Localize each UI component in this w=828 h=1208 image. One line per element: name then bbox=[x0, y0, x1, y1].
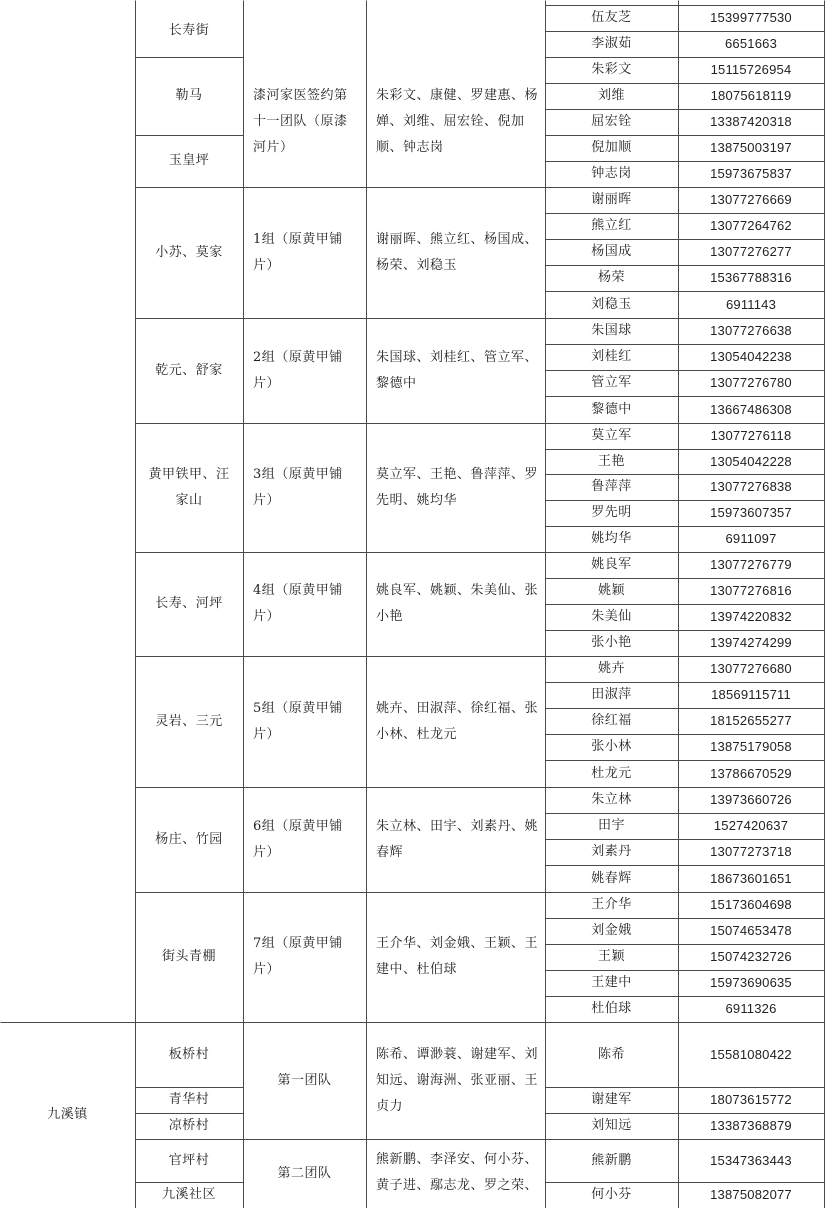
contact-name: 何小芬 bbox=[591, 1187, 632, 1202]
town-cell: 九溪镇 bbox=[47, 1107, 88, 1122]
contact-name: 陈希 bbox=[597, 1046, 625, 1062]
contact-name: 管立军 bbox=[591, 375, 632, 390]
contact-name: 田淑萍 bbox=[591, 687, 632, 702]
contact-phone: 13077264762 bbox=[710, 218, 792, 233]
contact-name: 伍友芝 bbox=[591, 10, 632, 25]
village-cell: 玉皇坪 bbox=[168, 153, 210, 168]
contact-phone: 13077276816 bbox=[710, 583, 792, 598]
members-cell: 谢丽晖、熊立红、杨国成、杨荣、刘稳玉 bbox=[376, 231, 539, 273]
contact-phone: 15074653478 bbox=[710, 923, 792, 938]
contact-name: 莫立军 bbox=[591, 428, 632, 443]
contact-name: 张小林 bbox=[591, 739, 632, 754]
contact-phone: 13667486308 bbox=[710, 401, 792, 417]
team-cell: 7组（原黄甲铺片） bbox=[253, 936, 343, 977]
contact-phone: 13786670529 bbox=[710, 765, 792, 781]
team-cell: 2组（原黄甲铺片） bbox=[253, 349, 343, 391]
contact-name: 王建中 bbox=[591, 975, 632, 990]
contact-name: 田宇 bbox=[597, 818, 625, 833]
contact-phone: 13077276779 bbox=[710, 557, 792, 572]
contact-phone: 13387368879 bbox=[710, 1118, 792, 1133]
contact-phone: 6911143 bbox=[725, 296, 777, 312]
contact-name: 谢丽晖 bbox=[591, 192, 632, 207]
members-cell: 熊新鹏、李泽安、何小芬、黄子进、鄢志龙、罗之荣、 bbox=[376, 1152, 539, 1193]
contact-phone: 13875082077 bbox=[710, 1187, 792, 1202]
contact-name: 姚卉 bbox=[597, 661, 625, 676]
contact-name: 黎德中 bbox=[591, 401, 632, 417]
contact-phone: 15074232726 bbox=[710, 949, 792, 964]
members-cell: 陈希、谭渺蓑、谢建军、刘知远、谢海洲、张亚丽、王贞力 bbox=[376, 1046, 539, 1114]
contact-phone: 13077276669 bbox=[710, 192, 792, 207]
contact-phone: 18073615772 bbox=[710, 1092, 792, 1107]
team-cell: 5组（原黄甲铺片） bbox=[253, 700, 343, 742]
members-cell: 朱彩文、康健、罗建惠、杨婵、刘维、屈宏铨、倪加顺、钟志岗 bbox=[376, 88, 539, 155]
contact-name: 朱国球 bbox=[591, 323, 632, 338]
team-cell: 4组（原黄甲铺片） bbox=[253, 583, 343, 624]
contact-phone: 6911326 bbox=[725, 1001, 777, 1016]
contact-name: 熊新鹏 bbox=[591, 1152, 632, 1168]
village-cell: 黄甲铁甲、汪家山 bbox=[148, 466, 230, 508]
contact-phone: 15973690635 bbox=[710, 975, 792, 990]
contact-phone: 13077276277 bbox=[710, 244, 792, 259]
contact-name: 姚颖 bbox=[597, 583, 625, 598]
team-cell: 6组（原黄甲铺片） bbox=[253, 818, 343, 860]
contact-name: 朱美仙 bbox=[591, 609, 632, 624]
members-cell: 王介华、刘金娥、王颖、王建中、杜伯球 bbox=[376, 936, 539, 977]
contact-phone: 18152655277 bbox=[710, 713, 792, 728]
contact-name: 王介华 bbox=[591, 897, 632, 912]
contact-name: 朱立林 bbox=[591, 792, 632, 807]
contact-name: 徐红福 bbox=[591, 713, 632, 728]
contact-phone: 15173604698 bbox=[710, 897, 792, 912]
contact-name: 罗先明 bbox=[591, 505, 632, 520]
contact-phone: 15581080422 bbox=[710, 1046, 792, 1062]
contact-name: 杜龙元 bbox=[591, 765, 632, 781]
village-cell: 小苏、莫家 bbox=[155, 244, 223, 260]
contact-phone: 13875003197 bbox=[710, 140, 792, 155]
contact-name: 姚均华 bbox=[591, 531, 632, 546]
contact-phone: 13973660726 bbox=[710, 792, 792, 807]
village-cell: 官坪村 bbox=[168, 1152, 210, 1168]
village-cell: 青华村 bbox=[168, 1092, 210, 1107]
contact-phone: 13077276118 bbox=[710, 428, 792, 443]
contact-name: 钟志岗 bbox=[591, 166, 632, 181]
contact-phone: 13077276780 bbox=[710, 375, 792, 390]
contact-name: 朱彩文 bbox=[591, 62, 632, 77]
members-cell: 朱立林、田宇、刘素丹、姚春辉 bbox=[376, 818, 539, 860]
contact-name: 谢建军 bbox=[591, 1092, 632, 1107]
contact-name: 刘稳玉 bbox=[591, 296, 632, 312]
team-cell: 漆河家医签约第十一团队（原漆河片） bbox=[253, 88, 348, 155]
contact-name: 杜伯球 bbox=[591, 1001, 632, 1016]
team-cell: 第二团队 bbox=[277, 1165, 332, 1181]
village-cell: 板桥村 bbox=[168, 1046, 210, 1062]
contact-phone: 15399777530 bbox=[710, 10, 792, 25]
contact-phone: 13974220832 bbox=[710, 609, 792, 624]
contact-name: 刘桂红 bbox=[591, 349, 632, 364]
contact-phone: 18569115711 bbox=[711, 687, 791, 702]
contact-phone: 18673601651 bbox=[710, 870, 792, 886]
contact-phone: 6651663 bbox=[724, 36, 777, 51]
contact-phone: 13054042238 bbox=[710, 349, 792, 364]
contact-name: 刘维 bbox=[597, 88, 625, 103]
village-cell: 凉桥村 bbox=[168, 1118, 210, 1133]
members-cell: 莫立军、王艳、鲁萍萍、罗先明、姚均华 bbox=[376, 466, 539, 508]
team-cell: 3组（原黄甲铺片） bbox=[253, 466, 343, 508]
team-cell: 1组（原黄甲铺片） bbox=[253, 231, 343, 273]
contact-name: 姚良军 bbox=[591, 557, 632, 572]
team-cell: 第一团队 bbox=[277, 1072, 332, 1088]
contact-name: 刘素丹 bbox=[591, 844, 632, 859]
village-cell: 长寿街 bbox=[168, 23, 210, 38]
contact-phone: 13054042228 bbox=[710, 453, 792, 469]
contact-name: 刘知远 bbox=[591, 1118, 632, 1133]
members-cell: 姚卉、田淑萍、徐红福、张小林、杜龙元 bbox=[376, 700, 539, 742]
contact-phone: 13974274299 bbox=[710, 635, 792, 650]
village-cell: 长寿、河坪 bbox=[155, 596, 223, 611]
contact-name: 刘金娥 bbox=[591, 923, 632, 938]
village-cell: 九溪社区 bbox=[161, 1187, 216, 1202]
contact-name: 熊立红 bbox=[591, 218, 632, 233]
contact-phone: 15367788316 bbox=[710, 270, 792, 285]
contact-phone: 6911097 bbox=[725, 531, 777, 546]
contact-phone: 15115726954 bbox=[710, 62, 792, 77]
contact-phone: 15973607357 bbox=[710, 505, 792, 520]
village-cell: 勒马 bbox=[175, 88, 203, 103]
village-cell: 乾元、舒家 bbox=[155, 362, 223, 378]
contact-name: 张小艳 bbox=[591, 635, 632, 650]
contact-phone: 18075618119 bbox=[710, 88, 792, 103]
contact-phone: 13077273718 bbox=[710, 844, 792, 859]
members-cell: 朱国球、刘桂红、管立军、黎德中 bbox=[376, 349, 539, 391]
village-cell: 灵岩、三元 bbox=[155, 713, 223, 729]
village-cell: 杨庄、竹园 bbox=[155, 831, 223, 847]
contact-name: 杨荣 bbox=[597, 270, 625, 285]
village-cell: 街头青棚 bbox=[161, 949, 216, 964]
contact-name: 倪加顺 bbox=[591, 140, 632, 155]
members-cell: 姚良军、姚颖、朱美仙、张小艳 bbox=[376, 583, 539, 624]
contact-name: 杨国成 bbox=[591, 244, 632, 259]
contact-phone: 13077276680 bbox=[710, 661, 792, 676]
contact-phone: 15347363443 bbox=[710, 1152, 792, 1168]
contact-phone: 13875179058 bbox=[710, 739, 792, 754]
contact-phone: 13077276838 bbox=[710, 479, 792, 494]
contact-phone: 13077276638 bbox=[710, 323, 792, 338]
contact-phone: 15973675837 bbox=[710, 166, 792, 181]
contact-phone: 1527420637 bbox=[713, 818, 789, 833]
contact-name: 李淑茹 bbox=[591, 36, 632, 51]
contact-name: 姚春辉 bbox=[591, 870, 632, 886]
contact-name: 王艳 bbox=[597, 453, 625, 469]
contact-name: 屈宏铨 bbox=[591, 114, 632, 129]
contact-name: 王颖 bbox=[597, 949, 625, 964]
contact-phone: 13387420318 bbox=[710, 114, 792, 129]
contact-name: 鲁萍萍 bbox=[591, 479, 632, 494]
